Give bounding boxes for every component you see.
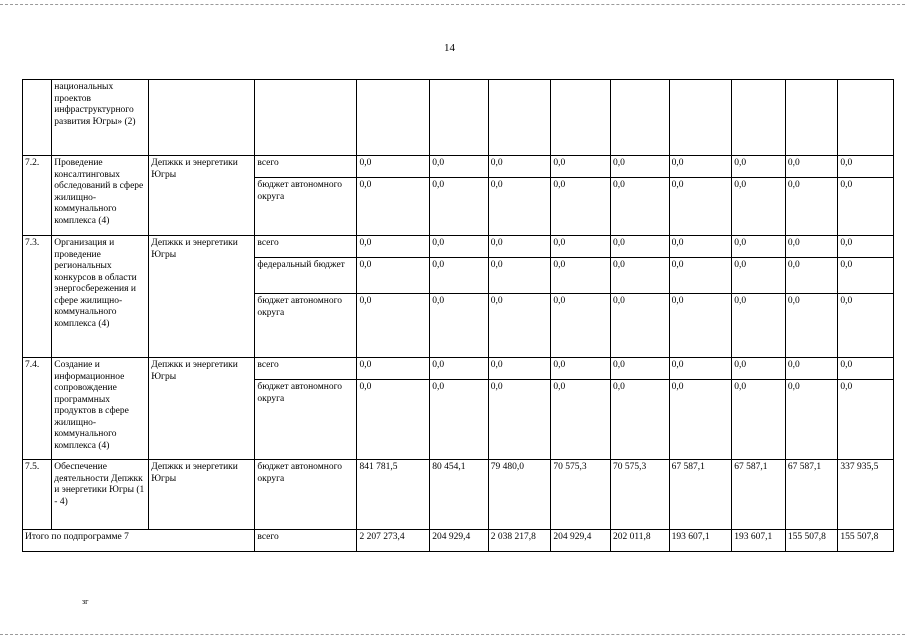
amount-cell: 0,0 [732,380,786,460]
funding-source-cell: федеральный бюджет [255,258,357,294]
amount-cell: 0,0 [785,156,838,178]
amount-cell: 0,0 [838,358,894,380]
table-row [23,236,894,258]
amount-cell: 0,0 [669,358,732,380]
executor-cell: Депжкк и энергетики Югры [149,236,255,358]
amount-cell: 0,0 [357,178,430,236]
funding-source-cell: всего [255,530,357,552]
empty-cell [357,80,430,156]
amount-cell: 0,0 [551,258,611,294]
amount-cell: 0,0 [838,178,894,236]
amount-cell: 0,0 [357,236,430,258]
row-number-cell: 7.2. [23,156,52,236]
amount-cell: 0,0 [669,380,732,460]
funding-source-cell: всего [255,236,357,258]
total-amount-cell: 193 607,1 [732,530,786,552]
amount-cell: 0,0 [838,156,894,178]
row-number-cell: 7.4. [23,358,52,460]
funding-source-cell: бюджет автономного округа [255,294,357,358]
amount-cell: 0,0 [430,294,489,358]
amount-cell: 0,0 [551,380,611,460]
amount-cell: 0,0 [669,178,732,236]
empty-cell [430,80,489,156]
empty-cell [611,80,670,156]
amount-cell: 0,0 [669,294,732,358]
measure-name-cell: Обеспечение деятельности Депжкк и энергетики Югры (1 - 4) [52,460,149,530]
empty-cell [785,80,838,156]
funding-source-cell: бюджет автономного округа [255,460,357,530]
amount-cell: 0,0 [551,156,611,178]
amount-cell: 0,0 [430,156,489,178]
amount-cell: 0,0 [551,178,611,236]
amount-cell: 0,0 [732,156,786,178]
amount-cell: 0,0 [430,236,489,258]
amount-cell: 0,0 [611,156,670,178]
amount-cell: 0,0 [611,258,670,294]
total-amount-cell: 2 038 217,8 [488,530,551,552]
amount-cell: 0,0 [838,294,894,358]
total-amount-cell: 155 507,8 [838,530,894,552]
amount-cell: 0,0 [732,258,786,294]
empty-cell [551,80,611,156]
amount-cell: 0,0 [488,178,551,236]
measure-name-cell: Организация и проведение региональных конкурсов в области энергосбережения и сфере жилищно-коммунального комплекса (4) [52,236,149,358]
amount-cell: 70 575,3 [611,460,670,530]
amount-cell: 67 587,1 [732,460,786,530]
amount-cell: 0,0 [488,294,551,358]
amount-cell: 0,0 [488,258,551,294]
total-amount-cell: 202 011,8 [611,530,670,552]
amount-cell: 0,0 [611,358,670,380]
bottom-scan-edge [0,634,905,635]
funding-source-cell: всего [255,358,357,380]
page-number: 14 [444,42,455,54]
total-label-cell: Итого по подпрограмме 7 [23,530,255,552]
total-row [23,530,894,552]
amount-cell: 0,0 [357,294,430,358]
amount-cell: 0,0 [669,258,732,294]
footer-mark: зг [82,597,89,606]
amount-cell: 0,0 [669,236,732,258]
total-amount-cell: 193 607,1 [669,530,732,552]
funding-source-cell: бюджет автономного округа [255,380,357,460]
amount-cell: 0,0 [611,178,670,236]
amount-cell: 0,0 [551,358,611,380]
amount-cell: 0,0 [785,258,838,294]
amount-cell: 0,0 [732,178,786,236]
amount-cell: 0,0 [732,236,786,258]
amount-cell: 0,0 [551,294,611,358]
amount-cell: 0,0 [488,358,551,380]
funding-source-cell: бюджет автономного округа [255,178,357,236]
amount-cell: 0,0 [488,156,551,178]
empty-cell [732,80,786,156]
executor-cell: Депжкк и энергетики Югры [149,156,255,236]
measure-name-cell: национальных проектов инфраструктурного развития Югры» (2) [52,80,149,156]
amount-cell: 0,0 [488,380,551,460]
amount-cell: 0,0 [669,156,732,178]
total-amount-cell: 204 929,4 [430,530,489,552]
funding-source-cell: всего [255,156,357,178]
executor-cell: Депжкк и энергетики Югры [149,358,255,460]
amount-cell: 0,0 [430,380,489,460]
total-amount-cell: 2 207 273,4 [357,530,430,552]
total-amount-cell: 155 507,8 [785,530,838,552]
amount-cell: 0,0 [785,236,838,258]
amount-cell: 0,0 [357,358,430,380]
row-number-cell: 7.5. [23,460,52,530]
executor-cell: Депжкк и энергетики Югры [149,460,255,530]
measure-name-cell: Создание и информационное сопровождение программных продуктов в сфере жилищно-коммунального комплекса (4) [52,358,149,460]
empty-cell [255,80,357,156]
table-row [23,156,894,178]
amount-cell: 0,0 [785,358,838,380]
amount-cell: 67 587,1 [785,460,838,530]
table-row [23,460,894,530]
measure-name-cell: Проведение консалтинговых обследований в сфере жилищно-коммунального комплекса (4) [52,156,149,236]
amount-cell: 0,0 [357,258,430,294]
amount-cell: 0,0 [611,236,670,258]
amount-cell: 0,0 [838,258,894,294]
amount-cell: 0,0 [785,178,838,236]
amount-cell: 337 935,5 [838,460,894,530]
amount-cell: 0,0 [611,380,670,460]
empty-cell [488,80,551,156]
top-scan-edge [0,4,905,5]
empty-cell [669,80,732,156]
total-amount-cell: 204 929,4 [551,530,611,552]
budget-table [22,79,894,552]
amount-cell: 70 575,3 [551,460,611,530]
amount-cell: 0,0 [732,358,786,380]
amount-cell: 67 587,1 [669,460,732,530]
empty-cell [838,80,894,156]
amount-cell: 0,0 [357,380,430,460]
table-row [23,80,894,156]
table-row [23,358,894,380]
amount-cell: 0,0 [838,236,894,258]
row-number-cell [23,80,52,156]
amount-cell: 0,0 [430,258,489,294]
amount-cell: 0,0 [430,358,489,380]
amount-cell: 0,0 [838,380,894,460]
amount-cell: 0,0 [488,236,551,258]
amount-cell: 80 454,1 [430,460,489,530]
amount-cell: 0,0 [357,156,430,178]
amount-cell: 0,0 [732,294,786,358]
amount-cell: 0,0 [430,178,489,236]
amount-cell: 841 781,5 [357,460,430,530]
empty-cell [149,80,255,156]
amount-cell: 0,0 [785,380,838,460]
row-number-cell: 7.3. [23,236,52,358]
amount-cell: 0,0 [785,294,838,358]
amount-cell: 0,0 [611,294,670,358]
amount-cell: 79 480,0 [488,460,551,530]
amount-cell: 0,0 [551,236,611,258]
